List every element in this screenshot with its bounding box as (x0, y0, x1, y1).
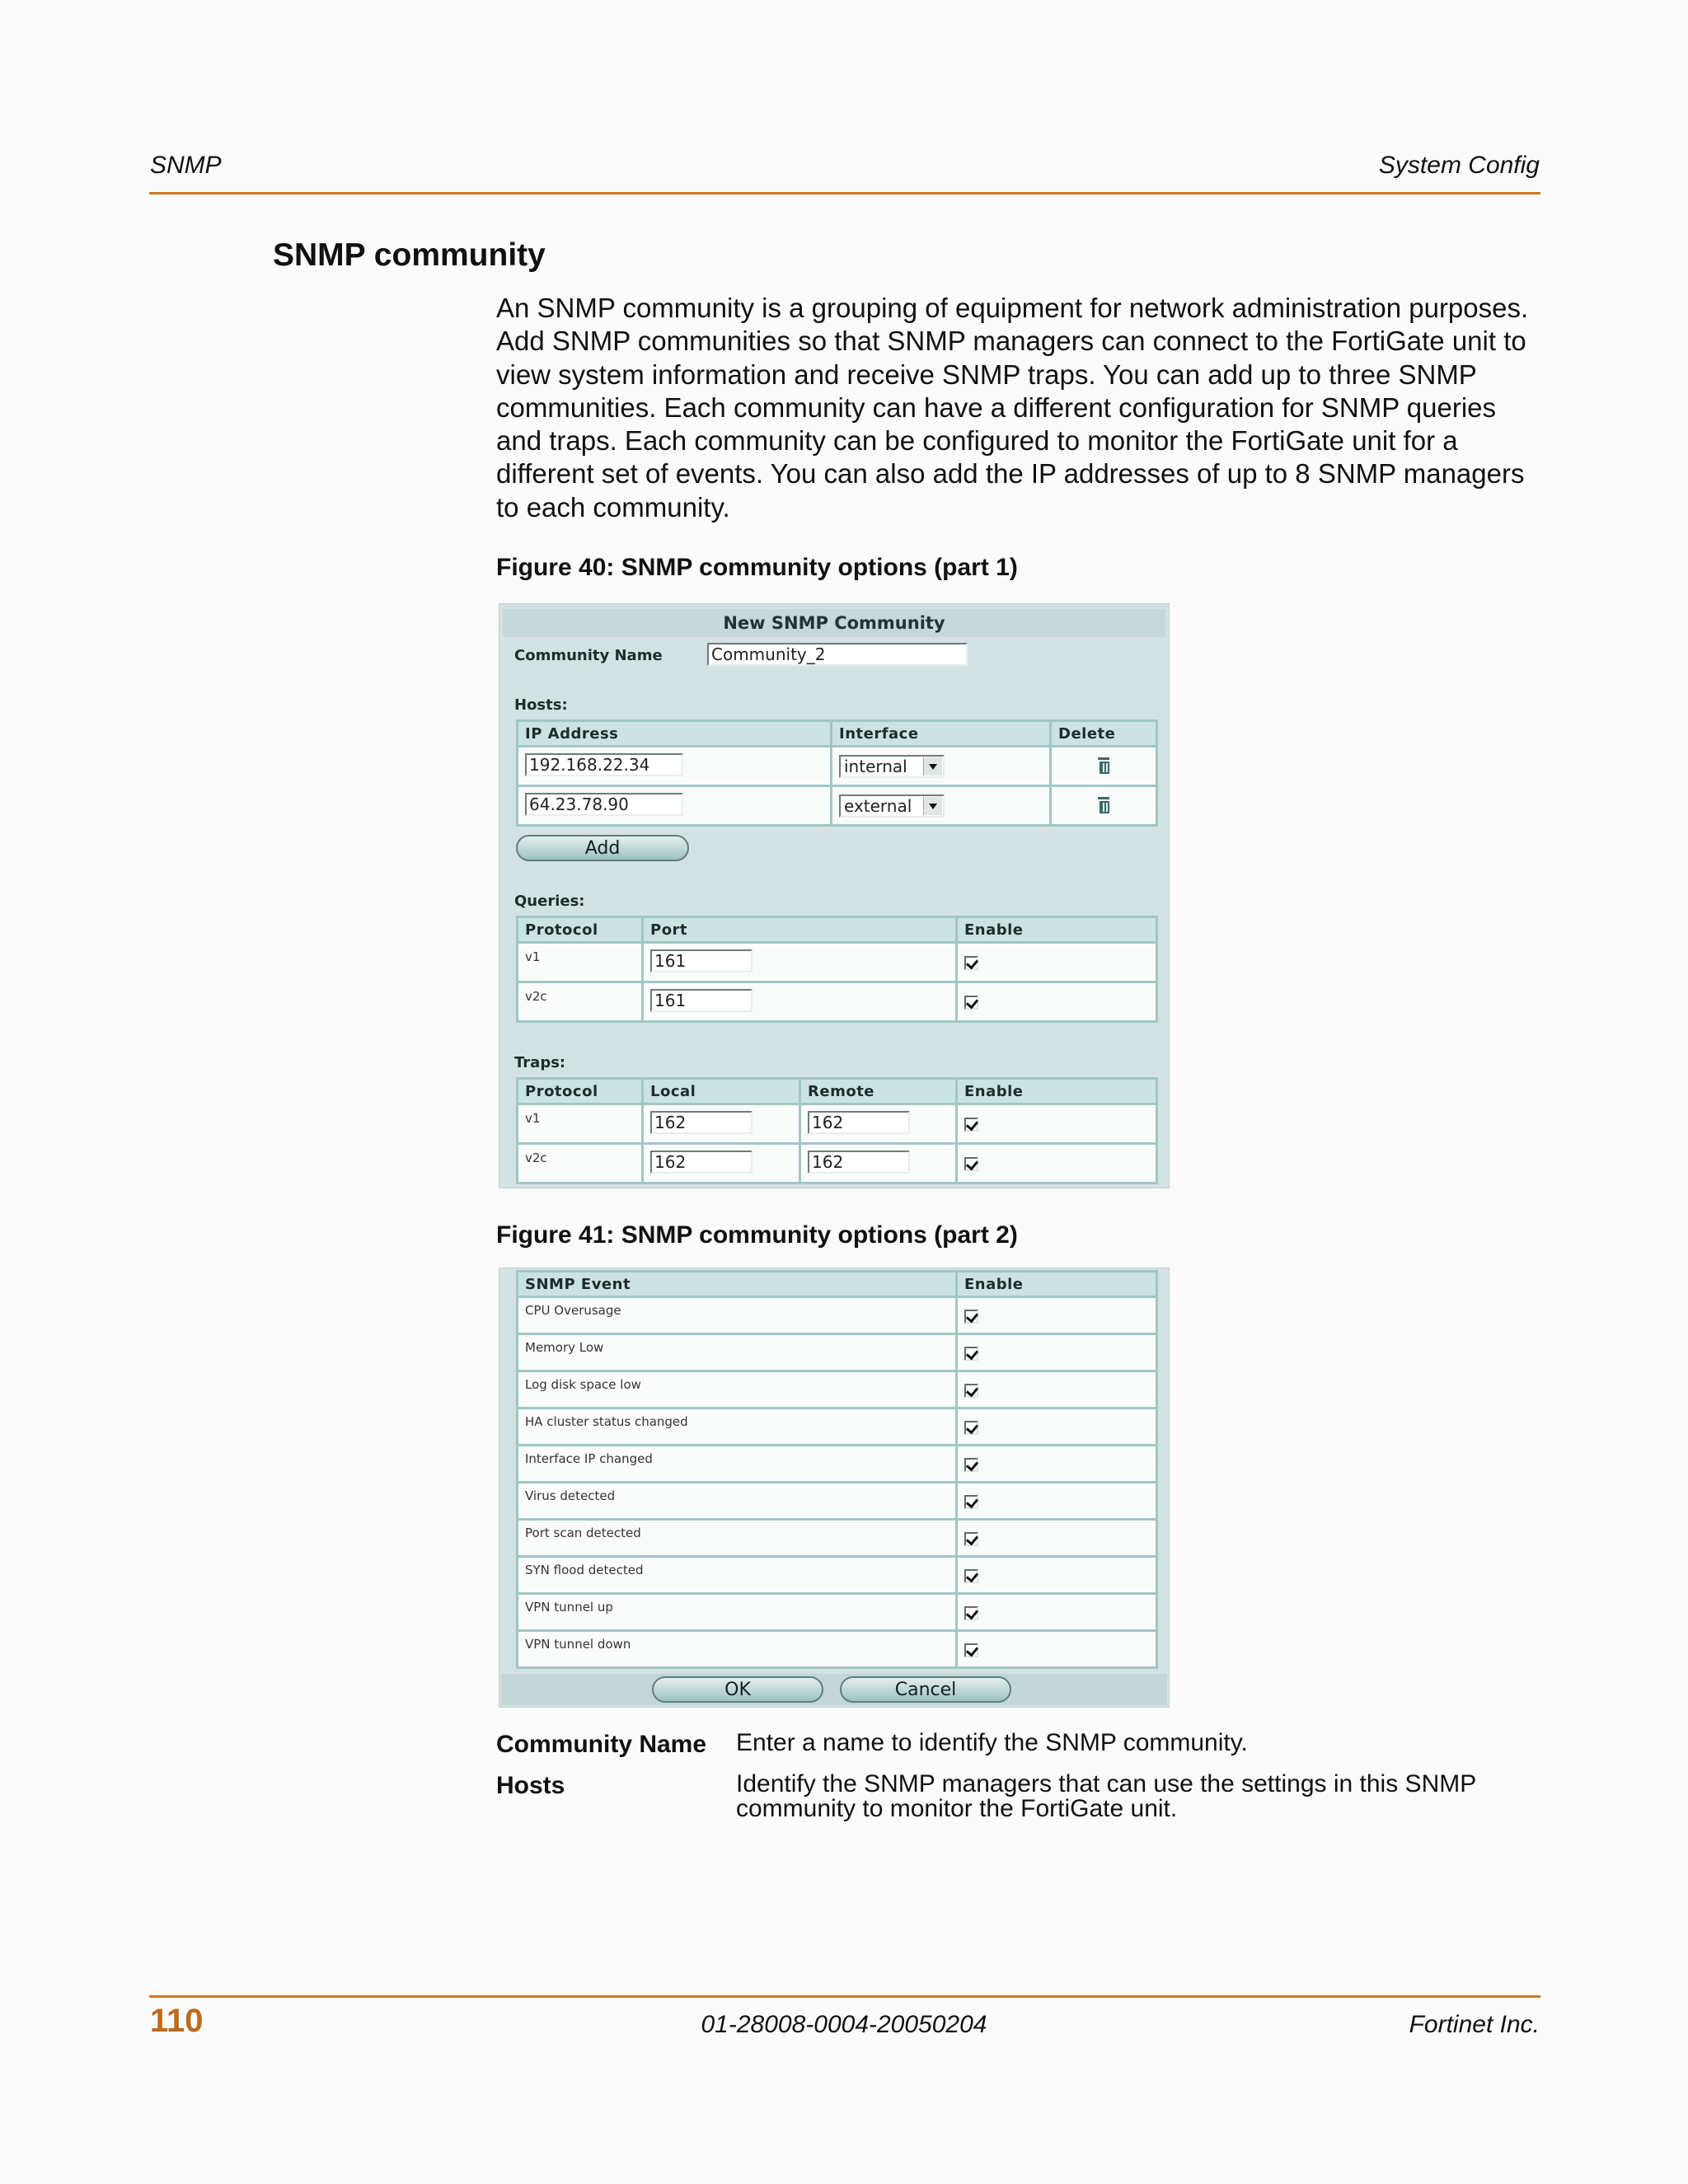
table-row (518, 943, 1157, 982)
table-row (518, 1483, 1157, 1520)
document-id: 01-28008-0004-20050204 (701, 2011, 987, 2038)
intro-paragraph: An SNMP community is a grouping of equipment for network administration purposes. Add SNMP communities so that SNMP managers can connect to the FortiGate unit to view system information and receive SNMP traps. You can add up to three SNMP communities. Each community can have a different configuration for SNMP queries and traps. Each community can be configured to monitor the FortiGate unit for a different set of events. You can also add the IP addresses of up to 8 SNMP managers to each community. (496, 293, 1529, 523)
col-remote: Remote (800, 1079, 957, 1104)
enable-checkbox[interactable] (964, 1421, 978, 1435)
table-row (518, 1144, 1157, 1183)
table-row (518, 1631, 1157, 1668)
definition-term: Community Name (496, 1731, 707, 1758)
interface-select[interactable] (839, 755, 945, 778)
col-delete: Delete (1051, 721, 1157, 747)
interface-value: internal (844, 756, 907, 776)
snmp-events-panel (499, 1268, 1170, 1708)
enable-checkbox[interactable] (964, 1157, 978, 1171)
add-host-button[interactable]: Add (516, 835, 689, 861)
enable-checkbox[interactable] (964, 1495, 978, 1509)
snmp-event-label: Virus detected (525, 1488, 616, 1503)
col-local: Local (643, 1079, 800, 1104)
protocol-label: v2c (525, 989, 547, 1004)
snmp-event-label: Port scan detected (525, 1526, 641, 1540)
enable-checkbox[interactable] (964, 1310, 978, 1324)
col-snmp-event: SNMP Event (518, 1272, 957, 1297)
queries-table (516, 916, 1158, 1023)
definition-description: Identify the SNMP managers that can use the settings in this SNMP community to monitor the FortiGate unit. (736, 1770, 1476, 1822)
trap-local-input[interactable]: 162 (650, 1111, 753, 1134)
trash-icon[interactable] (1097, 797, 1110, 812)
header-rule (149, 192, 1540, 194)
figure-41-caption: Figure 41: SNMP community options (part 2) (496, 1221, 1018, 1249)
col-enable: Enable (957, 1272, 1157, 1297)
table-row (518, 1557, 1157, 1594)
snmp-event-label: Interface IP changed (525, 1451, 653, 1466)
hosts-table (516, 719, 1158, 827)
trap-remote-input[interactable]: 162 (808, 1111, 910, 1134)
snmp-event-label: Log disk space low (525, 1377, 641, 1392)
traps-table (516, 1077, 1158, 1184)
query-port-input[interactable]: 161 (650, 949, 753, 972)
table-row (518, 1520, 1157, 1557)
snmp-event-label: Memory Low (525, 1340, 604, 1355)
enable-checkbox[interactable] (964, 1569, 978, 1583)
snmp-event-label: CPU Overusage (525, 1303, 621, 1318)
col-enable: Enable (957, 917, 1157, 943)
enable-checkbox[interactable] (964, 956, 978, 970)
cancel-button[interactable]: Cancel (840, 1676, 1011, 1703)
col-protocol: Protocol (518, 917, 643, 943)
enable-checkbox[interactable] (964, 1384, 978, 1398)
protocol-label: v1 (525, 1111, 541, 1126)
enable-checkbox[interactable] (964, 1458, 978, 1472)
community-name-input[interactable]: Community_2 (707, 643, 968, 666)
col-ip-address: IP Address (518, 721, 832, 747)
col-port: Port (643, 917, 957, 943)
table-row (518, 1371, 1157, 1408)
table-row (518, 1297, 1157, 1334)
chevron-down-icon (923, 757, 942, 776)
trap-remote-input[interactable]: 162 (808, 1151, 910, 1174)
interface-select[interactable] (839, 794, 945, 818)
snmp-event-label: HA cluster status changed (525, 1414, 688, 1429)
traps-label: Traps: (514, 1054, 566, 1071)
chevron-down-icon (923, 797, 942, 815)
ok-button[interactable]: OK (652, 1676, 823, 1703)
col-enable: Enable (957, 1079, 1157, 1104)
button-bar (501, 1674, 1167, 1705)
definition-term: Hosts (496, 1772, 565, 1799)
table-row (518, 747, 1157, 786)
table-row (518, 1408, 1157, 1446)
protocol-label: v2c (525, 1151, 547, 1165)
protocol-label: v1 (525, 949, 541, 964)
enable-checkbox[interactable] (964, 1347, 978, 1361)
snmp-events-table (516, 1270, 1158, 1669)
snmp-event-label: SYN flood detected (525, 1563, 644, 1577)
table-row (518, 786, 1157, 826)
queries-label: Queries: (514, 893, 585, 910)
enable-checkbox[interactable] (964, 1606, 978, 1620)
table-row (518, 1446, 1157, 1483)
interface-value: external (844, 795, 912, 816)
table-row (518, 1104, 1157, 1144)
hosts-label: Hosts: (514, 696, 568, 714)
trash-icon[interactable] (1097, 757, 1110, 772)
snmp-event-label: VPN tunnel up (525, 1600, 613, 1615)
trap-local-input[interactable]: 162 (650, 1151, 753, 1174)
host-ip-input[interactable]: 64.23.78.90 (525, 793, 683, 816)
new-snmp-community-panel (499, 603, 1170, 1188)
community-name-label: Community Name (514, 647, 663, 664)
section-title: SNMP community (273, 237, 546, 273)
enable-checkbox[interactable] (964, 1643, 978, 1657)
enable-checkbox[interactable] (964, 1532, 978, 1546)
snmp-event-label: VPN tunnel down (525, 1637, 631, 1652)
footer-rule (149, 1995, 1540, 1998)
table-row (518, 982, 1157, 1022)
header-section: SNMP (150, 152, 222, 179)
table-row (518, 1594, 1157, 1631)
col-interface: Interface (832, 721, 1051, 747)
panel-title: New SNMP Community (503, 609, 1165, 637)
col-protocol: Protocol (518, 1079, 643, 1104)
page-number: 110 (150, 2003, 204, 2039)
host-ip-input[interactable]: 192.168.22.34 (525, 753, 683, 776)
header-chapter: System Config (1378, 152, 1540, 179)
definition-description: Enter a name to identify the SNMP community. (736, 1729, 1248, 1756)
figure-40-caption: Figure 40: SNMP community options (part 1) (496, 554, 1018, 581)
enable-checkbox[interactable] (964, 1118, 978, 1132)
query-port-input[interactable]: 161 (650, 989, 753, 1012)
enable-checkbox[interactable] (964, 996, 978, 1010)
company-name: Fortinet Inc. (1409, 2011, 1540, 2038)
table-row (518, 1334, 1157, 1371)
